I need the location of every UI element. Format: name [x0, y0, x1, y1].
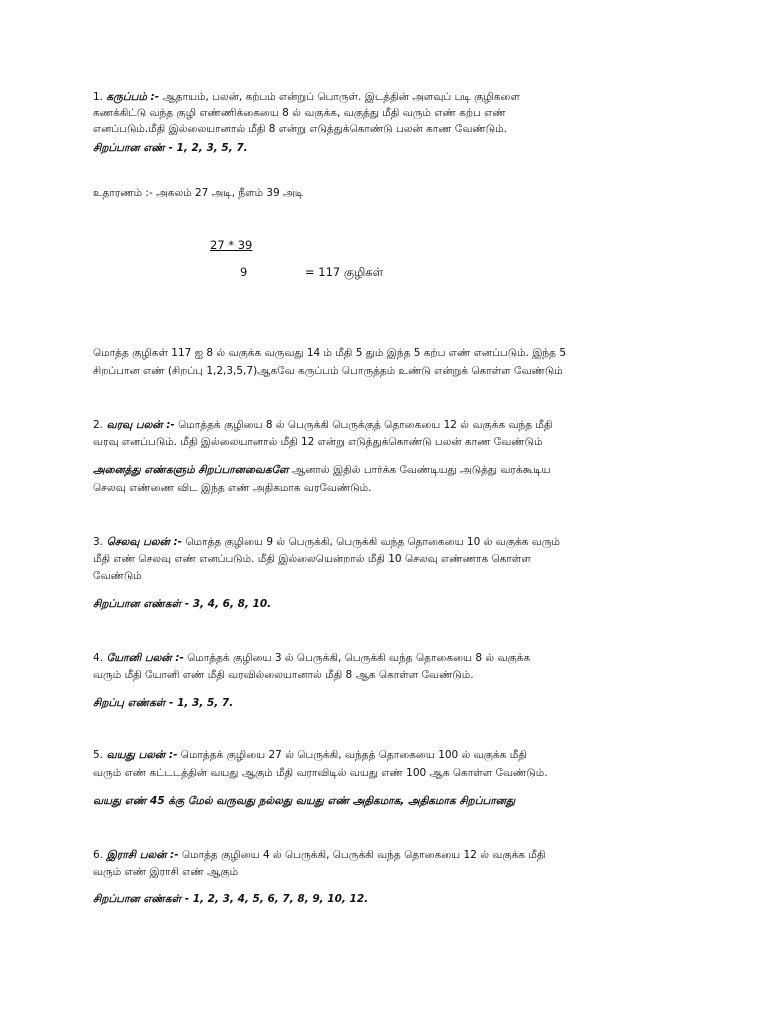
- section-3-number: 3.: [93, 536, 104, 548]
- section-6-line-1: [93, 848, 545, 863]
- fraction-denominator: 9: [240, 265, 248, 279]
- example-result: = 117 குழிகள்: [305, 265, 384, 279]
- section-2-bold-text: அனைத்து எண்களும் சிறப்பானவைகளே: [93, 464, 289, 476]
- section-5-line-2: வரும் எண் கட்டடத்தின் வயது ஆகும் மீதி வராவிடில் வயது எண் 100 ஆக கொள்ள வேண்டும்.: [93, 767, 548, 779]
- section-6-line-2: வரும் எண் இராசி எண் ஆகும்: [93, 866, 239, 878]
- section-4-line-2: வரும் மீதி யோனி எண் மீதி வரவில்லையானால் மீதி 8 ஆக கொள்ள வேண்டும்.: [93, 669, 474, 681]
- total-line-2: சிறப்பான எண் (சிறப்பு 1,2,3,5,7)ஆகவே கருப்பம் பொருத்தம் உண்டு என்றுக் கொள்ள வேண்டும்: [93, 365, 563, 377]
- total-line-1: மொத்த குழிகள் 117 ஐ 8 ல் வகுக்க வருவது 14 ம் மீதி 5 தும் இந்த 5 கற்ப எண் எனப்படும். இந்த 5: [93, 347, 567, 359]
- section-2-line-2: வரவு எனப்படும். மீதி இல்லையானால் மீதி 12 என்று எடுத்துக்கொண்டு பலன் காண வேண்டும்: [93, 436, 543, 448]
- section-1-text-1: ஆதாயம், பலன், கற்பம் என்றுப் பொருள். இடத்தின் அளவுப் படி குழிகளை: [159, 91, 520, 103]
- section-2-line-3: [93, 463, 550, 478]
- section-6-special-numbers: சிறப்பான எண்கள் - 1, 2, 3, 4, 5, 6, 7, 8, 9, 10, 12.: [93, 893, 369, 905]
- section-5-special-numbers: வயது எண் 45 க்கு மேல் வருவது நல்லது வயது எண் அதிகமாக, அதிகமாக சிறப்பானது: [93, 795, 516, 807]
- section-2-number: 2.: [93, 419, 104, 431]
- section-6-heading: இராசி பலன் :-: [103, 849, 179, 861]
- section-4-line-1: [93, 651, 530, 666]
- section-2-line-4: செலவு எண்ணை விட இந்த எண் அதிகமாக வரவேண்டும்.: [93, 482, 372, 494]
- section-1-line-1: [93, 90, 520, 105]
- section-6-number: 6.: [93, 849, 104, 861]
- section-5-number: 5.: [93, 749, 104, 761]
- section-3-line-3: வேண்டும்: [93, 570, 142, 582]
- section-1-line-2: கணக்கிட்டு வந்த குழி எண்ணிக்கையை 8 ல் வகுக்க, வகுத்து மீதி வரும் எண் கற்ப எண்: [93, 107, 506, 119]
- section-4-heading: யோனி பலன் :-: [103, 652, 184, 664]
- section-2-text-1: மொத்தக் குழியை 8 ல் பெருக்கி பெருக்குத் தொகையை 12 ல் வகுக்க வந்த மீதி: [174, 419, 553, 431]
- section-2-text-3: ஆனால் இதில் பார்க்க வேண்டியது அடுத்து வரக்கூடிய: [288, 464, 551, 476]
- section-5-heading: வயது பலன் :-: [103, 749, 178, 761]
- section-1-special-numbers: சிறப்பான எண் - 1, 2, 3, 5, 7.: [93, 142, 248, 154]
- section-1-line-3: எனப்படும்.மீதி இல்லையானால் மீதி 8 என்று எடுத்துக்கொண்டு பலன் காண வேண்டும்.: [93, 123, 507, 135]
- example-fraction: [210, 238, 253, 279]
- section-4-text-1: மொத்தக் குழியை 3 ல் பெருக்கி, பெருக்கி வந்த தொகையை 8 ல் வகுக்க: [183, 652, 531, 664]
- section-2-heading: வரவு பலன் :-: [103, 419, 175, 431]
- section-2-line-1: [93, 418, 553, 433]
- example-line: உதாரணம் :- அகலம் 27 அடி, நீளம் 39 அடி: [93, 187, 304, 199]
- section-6-text-1: மொத்த குழியை 4 ல் பெருக்கி, பெருக்கி வந்த தொகையை 12 ல் வகுக்க மீதி: [178, 849, 546, 861]
- section-3-line-1: [93, 535, 560, 550]
- section-3-heading: செலவு பலன் :-: [103, 536, 183, 548]
- section-3-text-1: மொத்த குழியை 9 ல் பெருக்கி, பெருக்கி வந்த தொகையை 10 ல் வகுக்க வரும்: [182, 536, 560, 548]
- fraction-numerator: 27 * 39: [210, 238, 253, 252]
- section-3-line-2: மீதி எண் செலவு எண் எனப்படும். மீதி இல்லையென்றால் மீதி 10 செலவு எண்ணாக கொள்ள: [93, 553, 531, 565]
- section-3-special-numbers: சிறப்பான எண்கள் - 3, 4, 6, 8, 10.: [93, 598, 272, 610]
- section-5-text-1: மொத்தக் குழியை 27 ல் பெருக்கி, வந்தத் தொகையை 100 ல் வகுக்க மீதி: [177, 749, 527, 761]
- section-4-special-numbers: சிறப்பு எண்கள் - 1, 3, 5, 7.: [93, 697, 234, 709]
- section-4-number: 4.: [93, 652, 104, 664]
- section-1-heading: கருப்பம் :-: [106, 91, 160, 103]
- section-5-line-1: [93, 748, 527, 763]
- section-1-number: 1.: [93, 91, 104, 103]
